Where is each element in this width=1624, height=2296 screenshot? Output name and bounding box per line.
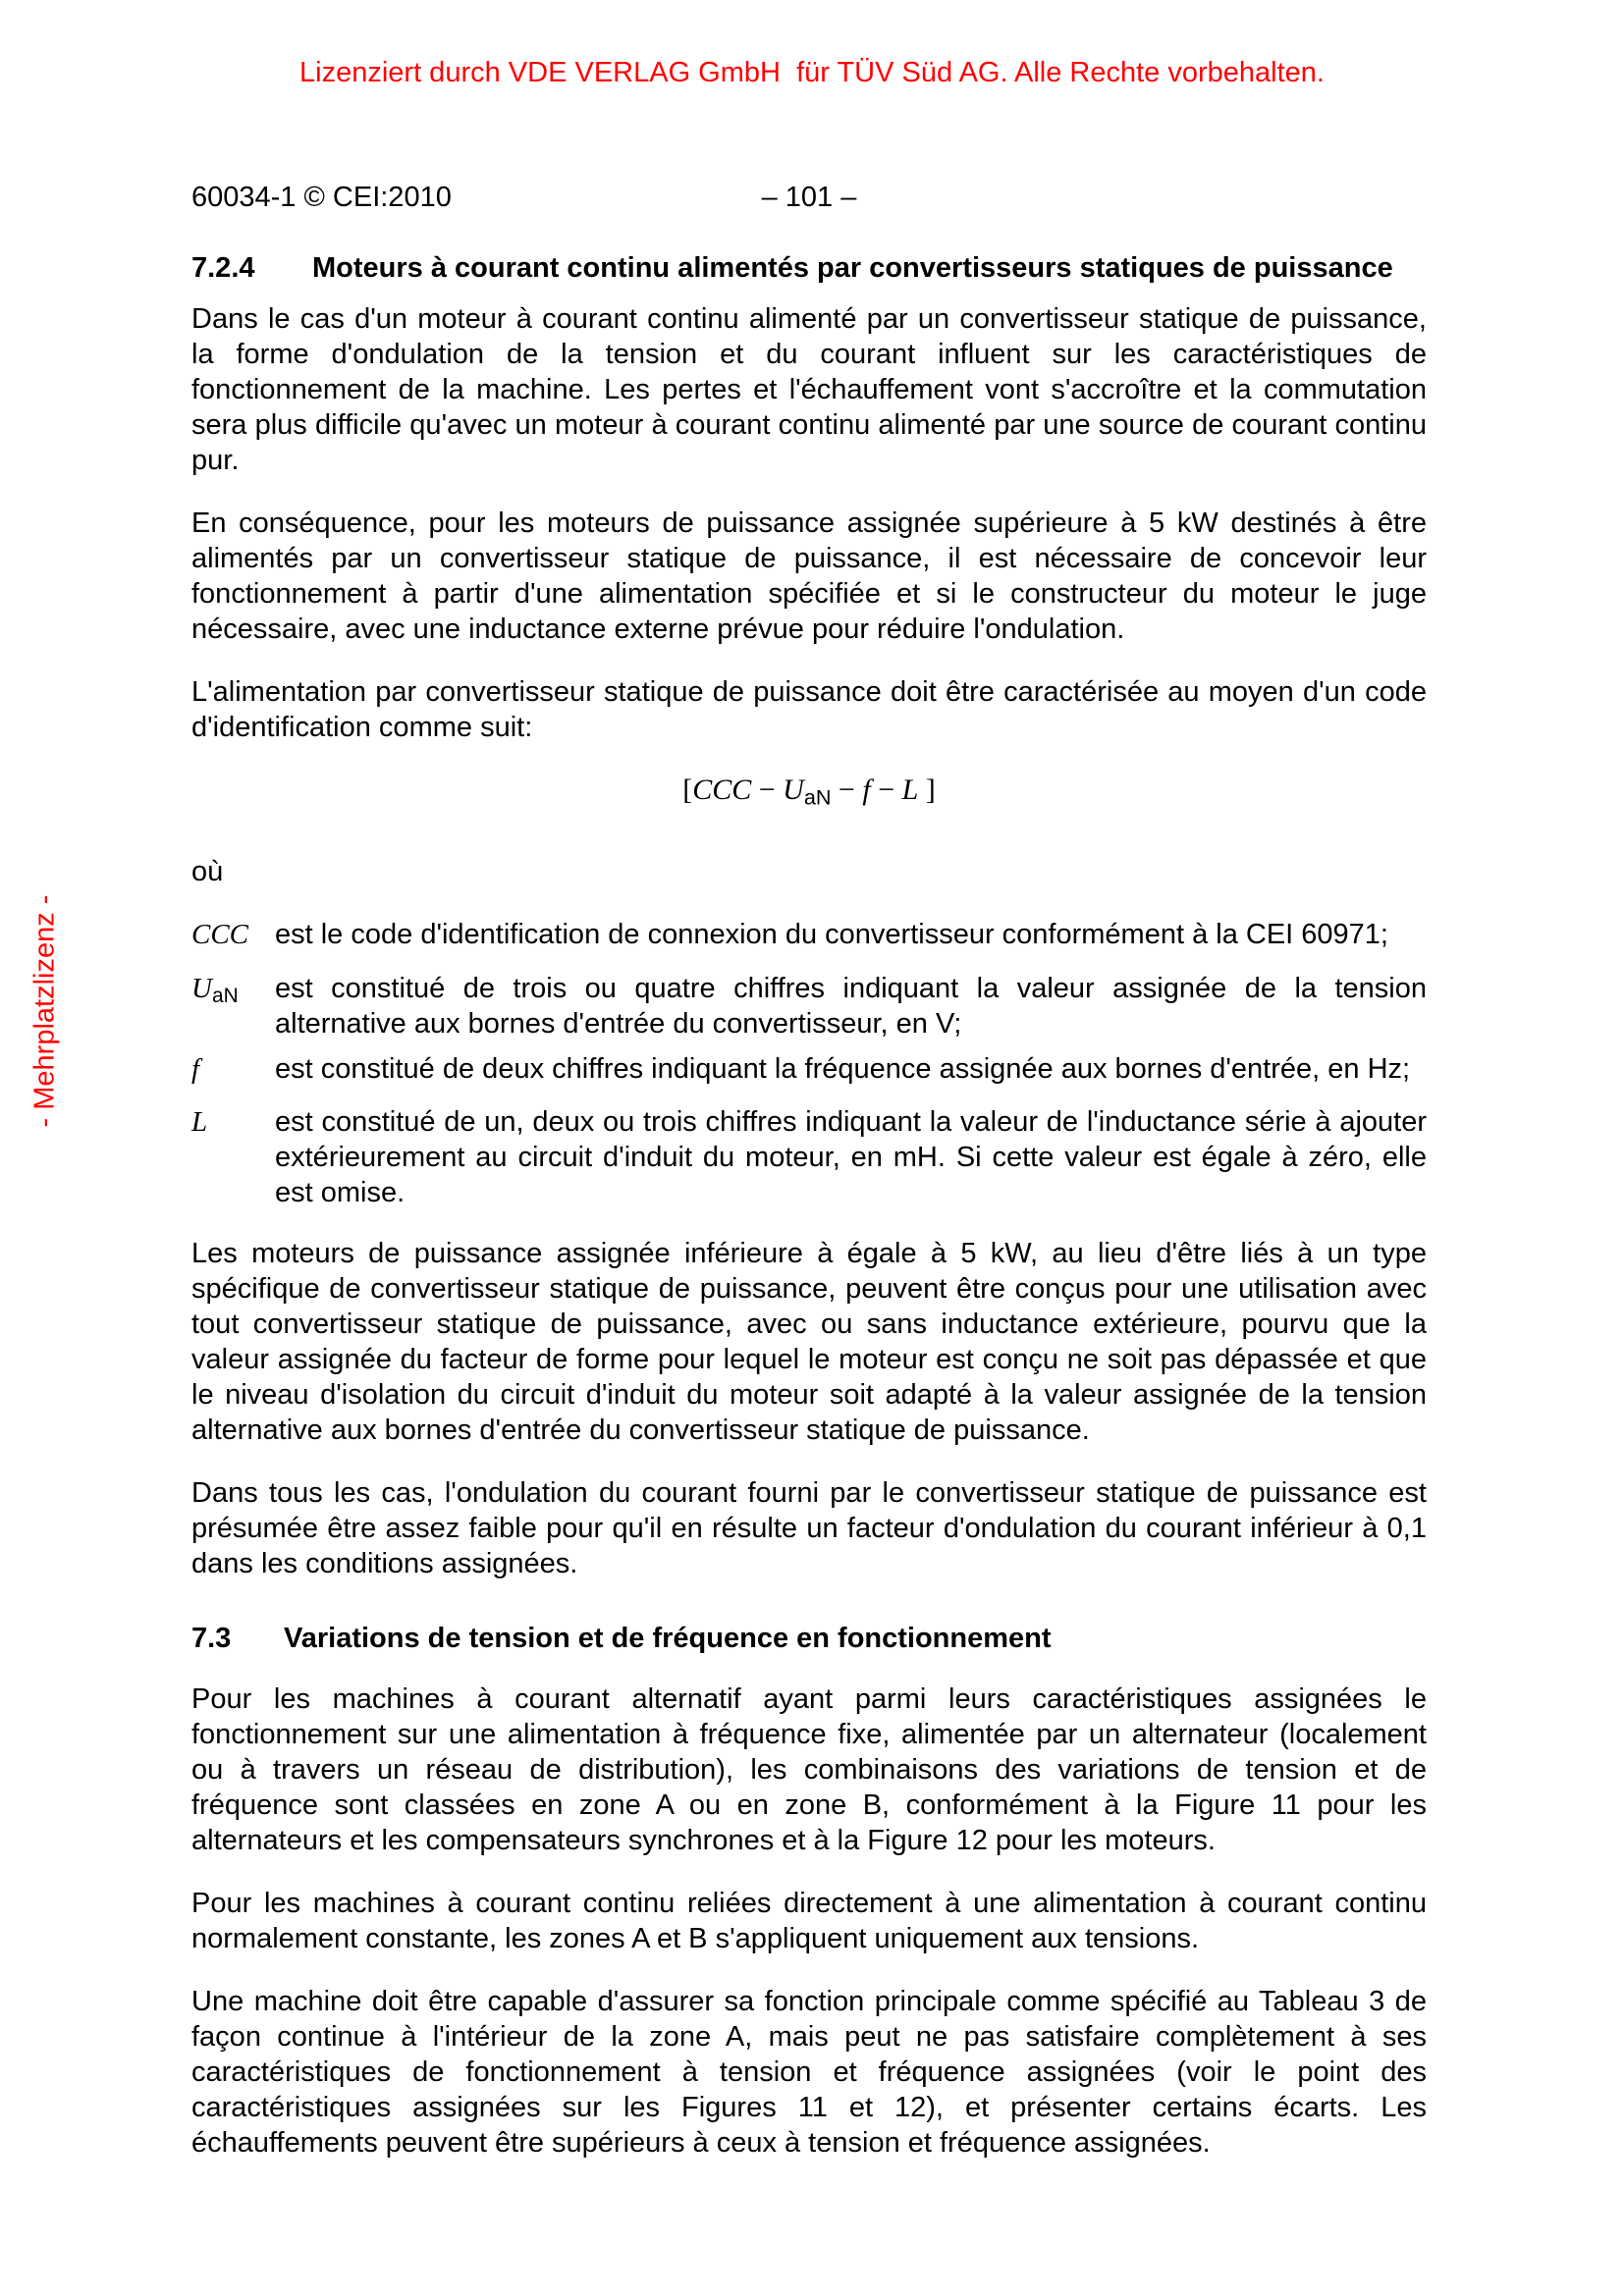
definition-term-l xyxy=(191,1104,275,1210)
formula-var-u: U xyxy=(783,774,804,806)
formula-separator: − xyxy=(751,774,784,806)
section-73-title: Variations de tension et de fréquence en fonctionnement xyxy=(284,1622,1052,1654)
section-73-heading xyxy=(191,1621,1427,1656)
section-724-heading xyxy=(191,250,1427,286)
page-header xyxy=(191,180,1427,215)
page-content xyxy=(191,180,1427,2188)
definition-term-base: L xyxy=(191,1105,208,1138)
definition-term-uan xyxy=(191,971,275,1041)
section-724-title: Moteurs à courant continu alimentés par convertisseurs statiques de puissance xyxy=(312,252,1393,284)
where-label: où xyxy=(191,856,224,888)
definition-term-base: U xyxy=(191,972,212,1004)
definition-term-ccc xyxy=(191,917,275,960)
para-ripple-factor: Dans tous les cas, l'ondulation du courant fourni par le convertisseur statique de puissance est présumée être assez faible pour qu'il en résulte un facteur d'ondulation du courant inférieur à 0,1 dans les conditions assignées. xyxy=(191,1476,1427,1579)
definition-item-f xyxy=(191,1051,1427,1095)
formula-var-u-subscript: aN xyxy=(803,784,832,810)
definition-term-sub: aN xyxy=(211,984,239,1007)
formula-var-f: f xyxy=(862,774,871,806)
license-banner: Lizenziert durch VDE VERLAG GmbH für TÜV Süd AG. Alle Rechte vorbehalten. xyxy=(299,57,1325,88)
page-number: – 101 – xyxy=(761,182,857,213)
definition-item-ccc xyxy=(191,917,1427,960)
formula-separator: − xyxy=(831,774,863,806)
para-ac-machines-zones: Pour les machines à courant alternatif ayant parmi leurs caractéristiques assignées le fonctionnement sur une alimentation à fréquence fixe, alimentée par un alternateur (localement ou à travers un réseau de distribution), les combinaisons des variations de tension et de fréquence sont classées en zone A ou en zone B, conformément à la Figure 11 pour les alternateurs et les compensateurs synchrones et à la Figure 12 pour les moteurs. xyxy=(191,1682,1427,1856)
document-id: 60034-1 © CEI:2010 xyxy=(191,182,452,213)
definition-text-ccc: est le code d'identification de connexion du convertisseur conformément à la CEI 60971; xyxy=(275,919,1388,951)
definition-item-uan xyxy=(191,971,1427,1041)
definition-item-l xyxy=(191,1104,1427,1210)
watermark-mehrplatzlizenz: - Mehrplatzlizenz - xyxy=(28,894,61,1128)
formula-identification-code xyxy=(191,773,1427,815)
formula-separator: − xyxy=(870,774,902,806)
para-motors-below-5kw: Les moteurs de puissance assignée inférieure à égale à 5 kW, au lieu d'être liés à un type spécifique de convertisseur statique de puissance, peuvent être conçus pour une utilisation avec tout convertisseur statique de puissance, avec ou sans inductance extérieure, pourvu que la valeur assignée du facteur de forme pour lequel le moteur est conçu ne soit pas dépassée et que le niveau d'isolation du circuit d'induit du moteur soit adapté à la valeur assignée de la tension alternative aux bornes d'entrée du convertisseur statique de puissance. xyxy=(191,1237,1427,1446)
definition-text-l: est constitué de un, deux ou trois chiffres indiquant la valeur de l'inductance série à ajouter extérieurement au circuit d'induit du moteur, en mH. Si cette valeur est égale à zéro, elle est omise. xyxy=(275,1105,1427,1208)
para-dc-machines-zones: Pour les machines à courant continu reliées directement à une alimentation à courant continu normalement constante, les zones A et B s'appliquent uniquement aux tensions. xyxy=(191,1887,1427,1954)
definition-list xyxy=(191,917,1427,1209)
formula-close-bracket: ] xyxy=(918,774,936,806)
formula-open-bracket: [ xyxy=(682,774,693,806)
section-73-number: 7.3 xyxy=(191,1622,232,1654)
section-724-number: 7.2.4 xyxy=(191,252,255,284)
definition-text-f: est constitué de deux chiffres indiquant la fréquence assignée aux bornes d'entrée, en Hz; xyxy=(275,1052,1411,1085)
definition-text-uan: est constitué de trois ou quatre chiffres indiquant la valeur assignée de la tension alternative aux bornes d'entrée du convertisseur, en V; xyxy=(275,972,1427,1040)
definition-term-base: f xyxy=(191,1052,200,1085)
definition-term-f xyxy=(191,1051,275,1095)
para-identification-code-intro: L'alimentation par convertisseur statique de puissance doit être caractérisée au moyen d'un code d'identification comme suit: xyxy=(191,676,1427,743)
para-dc-motor-converter-effects: Dans le cas d'un moteur à courant continu alimenté par un convertisseur statique de puissance, la forme d'ondulation de la tension et du courant influent sur les caractéristiques de fonctionnement de la machine. Les pertes et l'échauffement vont s'accroître et la commutation sera plus difficile qu'avec un moteur à courant continu alimenté par une source de courant continu pur. xyxy=(191,303,1427,476)
para-zone-a-operation: Une machine doit être capable d'assurer sa fonction principale comme spécifié au Tableau 3 de façon continue à l'intérieur de la zone A, mais peut ne pas satisfaire complètement à ses caractéristiques de fonctionnement à tension et fréquence assignées (voir le point des caractéristiques assignées sur les Figures 11 et 12), et présenter certains écarts. Les échauffements peuvent être supérieurs à ceux à tension et fréquence assignées. xyxy=(191,1985,1427,2159)
formula-var-l: L xyxy=(901,774,919,806)
formula-var-ccc: CCC xyxy=(692,774,752,806)
definition-term-base: CCC xyxy=(191,919,249,951)
para-motors-above-5kw: En conséquence, pour les moteurs de puissance assignée supérieure à 5 kW destinés à être alimentés par un convertisseur statique de puissance, il est nécessaire de concevoir leur fonctionnement à partir d'une alimentation spécifiée et si le constructeur du moteur le juge nécessaire, avec une inductance externe prévue pour réduire l'ondulation. xyxy=(191,507,1427,645)
